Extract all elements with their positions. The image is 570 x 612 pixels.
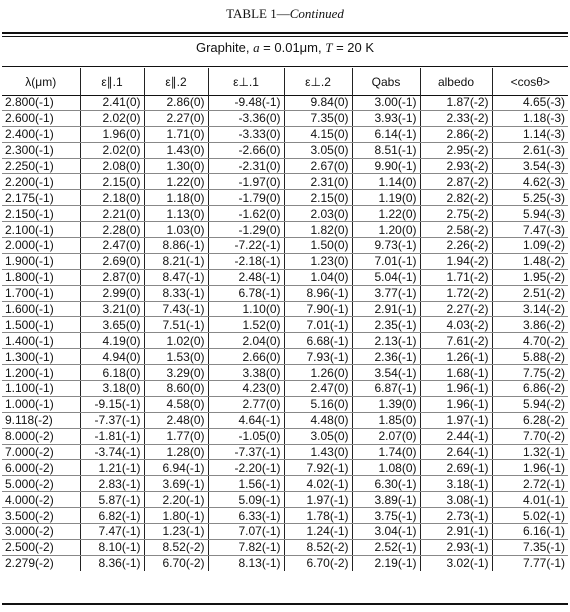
table-cell: 2.47(0) [284,381,352,397]
table-cell: 1.96(-1) [420,381,492,397]
subtitle-rule [2,66,568,67]
table-cell: 1.09(-2) [492,238,568,254]
table-row [2,524,568,540]
table-cell: 2.77(0) [208,396,284,412]
table-cell: 6.78(-1) [208,285,284,301]
table-cell: 7.70(-2) [492,428,568,444]
table-cell: 3.000(-2) [2,524,80,540]
table-cell: 2.95(-2) [420,142,492,158]
table-cell: 7.01(-1) [284,317,352,333]
table-cell: 2.08(0) [80,158,144,174]
table-cell: 4.70(-2) [492,333,568,349]
table-cell: 7.01(-1) [352,253,420,269]
table-row [2,301,568,317]
table-cell: 2.28(0) [80,222,144,238]
table-cell: 4.64(-1) [208,412,284,428]
table-cell: 1.04(0) [284,269,352,285]
table-cell: 5.000(-2) [2,476,80,492]
table-row [2,222,568,238]
table-cell: 2.18(0) [80,190,144,206]
table-row [2,269,568,285]
table-cell: 5.87(-1) [80,492,144,508]
table-cell: 1.68(-1) [420,365,492,381]
subtitle-a-label: a [253,40,260,55]
table-cell: 1.800(-1) [2,269,80,285]
table-row [2,428,568,444]
table-cell: 2.67(0) [284,158,352,174]
table-cell: 1.14(-3) [492,126,568,142]
table-cell: 2.600(-1) [2,110,80,126]
table-cell: 2.20(-1) [144,492,208,508]
table-cell: 1.30(0) [144,158,208,174]
table-cell: -9.48(-1) [208,95,284,110]
table-row [2,508,568,524]
table-cell: 8.47(-1) [144,269,208,285]
table-cell: 2.27(0) [144,110,208,126]
table-cell: 7.90(-1) [284,301,352,317]
table-cell: -1.62(0) [208,206,284,222]
table-cell: 1.23(0) [284,253,352,269]
table-cell: -1.05(0) [208,428,284,444]
table-cell: -9.15(-1) [80,396,144,412]
table-cell: 1.32(-1) [492,444,568,460]
table-row [2,333,568,349]
table-cell: 8.52(-2) [144,539,208,555]
table-cell: 1.10(0) [208,301,284,317]
table-cell: 7.77(-1) [522,556,565,571]
table-cell: 2.02(0) [80,142,144,158]
table-cell: 1.14(0) [352,174,420,190]
table-cell: 2.61(-3) [492,142,568,158]
table-cell: 4.02(-1) [284,476,352,492]
header-row [2,68,568,95]
table-cell: 2.91(-1) [352,301,420,317]
table-cell: 2.800(-1) [2,95,80,110]
table-cell: 2.175(-1) [2,190,80,206]
table-cell: 1.300(-1) [2,349,80,365]
table-cell: 7.35(0) [284,110,352,126]
column-header: <cosθ> [510,74,550,89]
table-cell: 1.39(0) [352,396,420,412]
table-cell: 4.23(0) [208,381,284,397]
table-cell: 3.86(-2) [492,317,568,333]
table-cell: 4.94(0) [80,349,144,365]
table-cell: 5.02(-1) [492,508,568,524]
table-cell: -7.37(-1) [208,444,284,460]
table-cell: 1.28(0) [144,444,208,460]
table-cell: 1.74(0) [352,444,420,460]
table-cell: 2.72(-1) [492,476,568,492]
table-cell: 2.02(0) [80,110,144,126]
table-cell: 6.28(-2) [492,412,568,428]
table-cell: 1.13(0) [144,206,208,222]
table-cell: 2.99(0) [80,285,144,301]
table-cell: 2.04(0) [208,333,284,349]
bottom-rule [2,603,568,605]
table-cell: 2.100(-1) [2,222,80,238]
table-cell: 1.26(0) [284,365,352,381]
table-cell: 1.56(-1) [208,476,284,492]
table-cell: 2.15(0) [284,190,352,206]
table-cell: 3.93(-1) [352,110,420,126]
table-cell: 1.53(0) [144,349,208,365]
table-cell: 1.18(0) [144,190,208,206]
table-cell: 1.22(0) [352,206,420,222]
table-cell: 7.93(-1) [284,349,352,365]
table-cell: -1.29(0) [208,222,284,238]
top-rule-thin [2,36,568,37]
table-cell: 6.18(0) [80,365,144,381]
table-cell: 7.47(-1) [80,524,144,540]
table-cell: 1.400(-1) [2,333,80,349]
table-cell: 2.48(-1) [208,269,284,285]
table-cell: 3.77(-1) [352,285,420,301]
column-header: Qabs [352,68,420,95]
table-cell: 6.14(-1) [352,126,420,142]
table-cell: 6.000(-2) [2,460,80,476]
table-cell: 1.43(0) [284,444,352,460]
table-cell: 1.900(-1) [2,253,80,269]
table-cell: 2.150(-1) [2,206,80,222]
table-cell: 1.500(-1) [2,317,80,333]
table-row [2,158,568,174]
table-cell: 1.02(0) [144,333,208,349]
table-cell: 1.43(0) [144,142,208,158]
table-cell: 4.48(0) [284,412,352,428]
table-cell: 1.96(-1) [492,460,568,476]
table-cell: 2.83(-1) [80,476,144,492]
table-row [2,444,568,460]
table-cell: 3.65(0) [80,317,144,333]
table-cell: 8.21(-1) [144,253,208,269]
table-row [2,396,568,412]
table-cell: 3.05(0) [284,428,352,444]
table-cell: 1.96(-1) [420,396,492,412]
table-cell: 6.68(-1) [284,333,352,349]
table-cell: 1.97(-1) [420,412,492,428]
table-cell: 9.90(-1) [352,158,420,174]
table-cell: 7.75(-2) [492,365,568,381]
table-cell: -7.22(-1) [208,238,284,254]
table-cell: -1.97(0) [208,174,284,190]
table-cell: 4.01(-1) [492,492,568,508]
table-cell: 7.000(-2) [2,444,80,460]
table-cell: 2.21(0) [80,206,144,222]
table-cell: 6.16(-1) [492,524,568,540]
table-row [2,174,568,190]
table-cell: 9.118(-2) [2,412,80,428]
table-cell: 7.51(-1) [144,317,208,333]
table-row [2,253,568,269]
table-cell: 4.19(0) [80,333,144,349]
table-cell: 2.36(-1) [352,349,420,365]
table-cell: 1.600(-1) [2,301,80,317]
table-cell: -1.79(0) [208,190,284,206]
table-cell: 1.71(0) [144,126,208,142]
table-cell: 2.400(-1) [2,126,80,142]
table-cell: 5.04(-1) [352,269,420,285]
table-cell: 3.54(-3) [492,158,568,174]
table-row [2,476,568,492]
table-cell: -3.36(0) [208,110,284,126]
table-row [2,555,568,570]
table-cell: 5.09(-1) [208,492,284,508]
table-cell: 1.19(0) [352,190,420,206]
table-cell: 1.22(0) [144,174,208,190]
table-cell: 7.47(-3) [492,222,568,238]
table-cell: 1.96(0) [80,126,144,142]
table-cell: 8.000(-2) [2,428,80,444]
table-cell: 3.75(-1) [352,508,420,524]
table-cell: 4.15(0) [284,126,352,142]
table-cell: 4.58(0) [144,396,208,412]
table-cell: 2.13(-1) [352,333,420,349]
table-subtitle [0,40,570,56]
table-cell: 7.07(-1) [208,524,284,540]
table-row [2,110,568,126]
table-cell: 2.000(-1) [2,238,80,254]
table-cell: 8.96(-1) [284,285,352,301]
table-cell: 8.13(-1) [208,555,284,570]
table-cell: -2.31(0) [208,158,284,174]
table-row [2,285,568,301]
table-cell: 3.05(0) [284,142,352,158]
table-cell: 1.03(0) [144,222,208,238]
table-cell: -3.74(-1) [80,444,144,460]
table-cell: 2.73(-1) [420,508,492,524]
table-cell: 2.27(-2) [420,301,492,317]
table-cell: 7.35(-1) [492,539,568,555]
table-cell: 2.93(-2) [420,158,492,174]
table-cell: 5.16(0) [284,396,352,412]
table-cell: 2.250(-1) [2,158,80,174]
table-cell: 9.73(-1) [352,238,420,254]
table-cell: 3.29(0) [144,365,208,381]
table-cell: 1.77(0) [144,428,208,444]
table-cell: 1.80(-1) [144,508,208,524]
table-body [2,95,568,571]
table-cell: 3.21(0) [80,301,144,317]
table-cell: 4.65(-3) [492,95,568,110]
table-cell: 2.07(0) [352,428,420,444]
column-header: λ(μm) [2,68,80,95]
table-cell: 1.95(-2) [492,269,568,285]
table-row [2,190,568,206]
data-table [2,68,568,571]
table-cell: 8.51(-1) [352,142,420,158]
table-cell: 1.72(-2) [420,285,492,301]
table-cell: -2.66(0) [208,142,284,158]
table-cell: 1.700(-1) [2,285,80,301]
table-cell: -1.81(-1) [80,428,144,444]
table-cell: 6.82(-1) [80,508,144,524]
table-cell: 2.300(-1) [2,142,80,158]
table-cell: 3.14(-2) [492,301,568,317]
column-header: albedo [420,68,492,95]
table-cell: 8.36(-1) [80,555,144,570]
table-cell: 1.26(-1) [420,349,492,365]
table-cell: 7.61(-2) [420,333,492,349]
table-row [2,539,568,555]
table-cell: -7.37(-1) [80,412,144,428]
subtitle-material: Graphite, [195,40,254,55]
table-cell: 1.48(-2) [492,253,568,269]
table-cell: 2.66(0) [208,349,284,365]
table-cell: 2.69(0) [80,253,144,269]
table-cell: 2.87(0) [80,269,144,285]
table-cell: 7.43(-1) [144,301,208,317]
table-cell: 8.86(-1) [144,238,208,254]
table-cell: 2.33(-2) [420,110,492,126]
table-row [2,381,568,397]
table-header [2,68,568,95]
table-cell: 1.52(0) [208,317,284,333]
subtitle-a-value: = 0.01μm, [259,40,326,55]
table-cell: 2.279(-2) [2,555,80,570]
table-cell: 3.18(0) [80,381,144,397]
table-cell: 1.08(0) [352,460,420,476]
table-cell: 6.70(-2) [144,555,208,570]
table-cell: 2.19(-1) [352,555,420,570]
table-row [2,126,568,142]
table-cell: 2.86(0) [144,95,208,110]
table-cell: -3.33(0) [208,126,284,142]
table-cell: 2.500(-2) [2,539,80,555]
table-cell: 1.78(-1) [284,508,352,524]
table-cell: 6.94(-1) [144,460,208,476]
table-row [2,492,568,508]
table-cell: 3.500(-2) [2,508,80,524]
table-cell: 6.87(-1) [352,381,420,397]
table-cell: 1.000(-1) [2,396,80,412]
table-cell: 6.70(-2) [284,555,352,570]
table-cell: 5.94(-2) [492,396,568,412]
table-cell: 2.48(0) [144,412,208,428]
table-cell: 3.08(-1) [420,492,492,508]
table-cell: 1.18(-3) [492,110,568,126]
table-cell: 2.52(-1) [352,539,420,555]
table-cell: 7.92(-1) [284,460,352,476]
table-row [2,95,568,110]
table-cell: 1.23(-1) [144,524,208,540]
table-cell: 8.52(-2) [284,539,352,555]
table-cell: 1.24(-1) [284,524,352,540]
table-cell: 2.35(-1) [352,317,420,333]
table-cell: 2.41(0) [80,95,144,110]
table-cell: 2.82(-2) [420,190,492,206]
table-cell: 2.51(-2) [492,285,568,301]
table-cell: 2.93(-1) [420,539,492,555]
table-cell: 8.10(-1) [80,539,144,555]
table-cell: 5.94(-3) [492,206,568,222]
table-cell: 6.33(-1) [208,508,284,524]
table-cell: 1.200(-1) [2,365,80,381]
table-cell: 2.200(-1) [2,174,80,190]
table-cell: 5.88(-2) [492,349,568,365]
column-header: ε⊥.2 [284,68,352,95]
table-cell: 3.38(0) [208,365,284,381]
table-row [2,365,568,381]
table-cell: 6.30(-1) [352,476,420,492]
table-cell: 2.26(-2) [420,238,492,254]
caption-suffix: Continued [289,6,344,21]
table-row [2,349,568,365]
table-cell: -2.20(-1) [208,460,284,476]
table-cell: 1.100(-1) [2,381,80,397]
table-cell: 3.54(-1) [352,365,420,381]
table-cell: 8.60(0) [144,381,208,397]
column-header: ε∥.2 [144,68,208,95]
table-cell: 2.03(0) [284,206,352,222]
table-cell: 2.44(-1) [420,428,492,444]
table-cell: 2.69(-1) [420,460,492,476]
table-cell: 5.25(-3) [492,190,568,206]
table-cell: 3.18(-1) [420,476,492,492]
table-cell: 1.82(0) [284,222,352,238]
table-cell: 4.000(-2) [2,492,80,508]
table-cell: 1.85(0) [352,412,420,428]
table-row [2,238,568,254]
table-cell: -2.18(-1) [208,253,284,269]
table-cell: 2.64(-1) [420,444,492,460]
table-row [2,317,568,333]
table-cell: 2.91(-1) [420,524,492,540]
table-cell: 7.82(-1) [208,539,284,555]
table-cell: 3.04(-1) [352,524,420,540]
table-cell: 2.58(-2) [420,222,492,238]
table-cell: 1.71(-2) [420,269,492,285]
table-row [2,412,568,428]
table-cell: 3.69(-1) [144,476,208,492]
table-caption: TABLE 1—Continued [226,6,344,21]
table-cell: 1.21(-1) [80,460,144,476]
table-cell: 2.47(0) [80,238,144,254]
table-cell: 3.89(-1) [352,492,420,508]
table-cell: 4.62(-3) [492,174,568,190]
table-cell: 1.87(-2) [420,95,492,110]
column-header: ε∥.1 [80,68,144,95]
table-cell: 3.00(-1) [352,95,420,110]
table-cell: 2.75(-2) [420,206,492,222]
table-cell: 9.84(0) [284,95,352,110]
subtitle-t-label: T [325,40,333,55]
table-cell: 4.03(-2) [420,317,492,333]
table-cell: 1.94(-2) [420,253,492,269]
table-cell: 8.33(-1) [144,285,208,301]
table-row [2,460,568,476]
table-cell: 6.86(-2) [492,381,568,397]
caption-prefix: TABLE 1 [226,6,277,21]
table-cell: 2.87(-2) [420,174,492,190]
column-header: ε⊥.1 [208,68,284,95]
table-cell: 1.20(0) [352,222,420,238]
table-cell: 1.50(0) [284,238,352,254]
table-cell: 2.15(0) [80,174,144,190]
table-cell: 1.97(-1) [284,492,352,508]
table-cell: 2.86(-2) [420,126,492,142]
top-rule [2,32,568,34]
table-row [2,142,568,158]
table-row [2,206,568,222]
table-cell: 3.02(-1) [420,555,492,570]
table-cell: 2.31(0) [284,174,352,190]
subtitle-t-value: = 20 K [332,40,375,55]
